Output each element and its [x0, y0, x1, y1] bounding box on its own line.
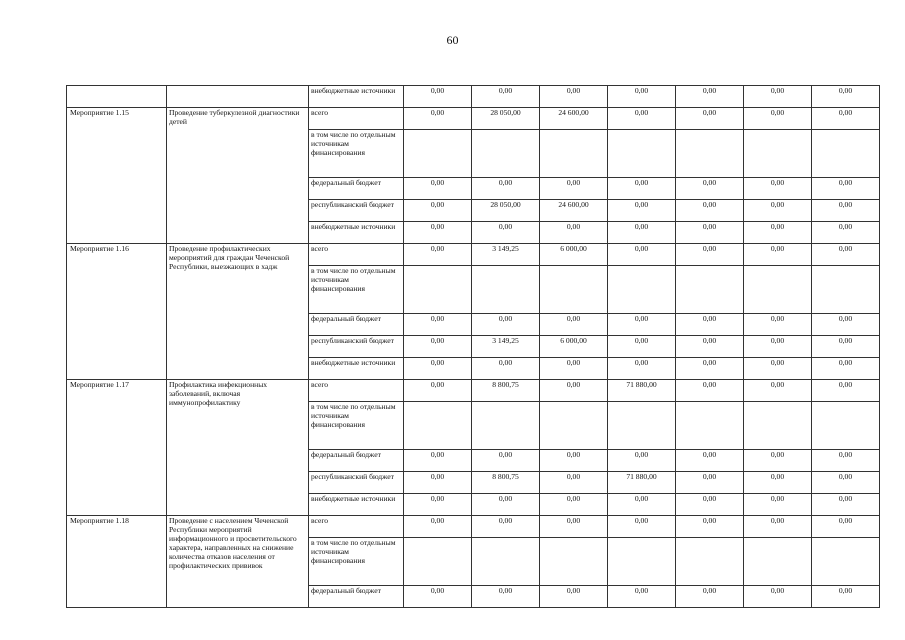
amount-cell: 0,00	[540, 450, 608, 472]
amount-cell: 0,00	[676, 336, 744, 358]
funding-source: внебюджетные источники	[309, 358, 404, 380]
measure-code: Мероприятие 1.16	[67, 244, 167, 380]
financing-table	[66, 85, 880, 608]
amount-cell: 0,00	[540, 178, 608, 200]
funding-source: внебюджетные источники	[309, 494, 404, 516]
amount-cell	[744, 266, 812, 314]
amount-cell: 0,00	[744, 108, 812, 130]
amount-cell: 0,00	[744, 586, 812, 608]
amount-cell: 0,00	[540, 472, 608, 494]
amount-cell: 0,00	[812, 244, 880, 266]
funding-source: в том числе по отдельным источникам финансирования	[309, 402, 404, 450]
amount-cell	[608, 538, 676, 586]
amount-cell: 0,00	[404, 178, 472, 200]
measure-code: Мероприятие 1.17	[67, 380, 167, 516]
amount-cell: 0,00	[812, 200, 880, 222]
amount-cell: 0,00	[744, 450, 812, 472]
amount-cell	[812, 402, 880, 450]
amount-cell: 0,00	[812, 380, 880, 402]
amount-cell: 0,00	[608, 494, 676, 516]
amount-cell: 0,00	[608, 244, 676, 266]
amount-cell: 0,00	[472, 314, 540, 336]
amount-cell: 0,00	[676, 450, 744, 472]
amount-cell: 0,00	[404, 86, 472, 108]
amount-cell: 0,00	[608, 314, 676, 336]
amount-cell: 0,00	[812, 516, 880, 538]
amount-cell	[812, 130, 880, 178]
amount-cell: 0,00	[676, 244, 744, 266]
funding-source: республиканский бюджет	[309, 472, 404, 494]
amount-cell: 0,00	[608, 222, 676, 244]
funding-source: федеральный бюджет	[309, 450, 404, 472]
amount-cell	[472, 130, 540, 178]
amount-cell: 71 880,00	[608, 380, 676, 402]
amount-cell: 0,00	[676, 178, 744, 200]
amount-cell: 24 600,00	[540, 108, 608, 130]
amount-cell: 0,00	[608, 358, 676, 380]
amount-cell: 0,00	[744, 380, 812, 402]
amount-cell: 0,00	[608, 178, 676, 200]
amount-cell: 0,00	[676, 494, 744, 516]
amount-cell	[676, 538, 744, 586]
amount-cell	[812, 266, 880, 314]
amount-cell: 0,00	[404, 358, 472, 380]
amount-cell: 0,00	[744, 200, 812, 222]
table-row	[67, 86, 880, 108]
amount-cell	[540, 538, 608, 586]
amount-cell: 0,00	[744, 86, 812, 108]
amount-cell	[540, 130, 608, 178]
amount-cell	[676, 266, 744, 314]
amount-cell	[812, 538, 880, 586]
funding-source: всего	[309, 380, 404, 402]
amount-cell	[472, 402, 540, 450]
amount-cell: 0,00	[744, 358, 812, 380]
funding-source: всего	[309, 516, 404, 538]
amount-cell: 0,00	[812, 586, 880, 608]
amount-cell	[744, 538, 812, 586]
amount-cell: 0,00	[676, 314, 744, 336]
amount-cell: 3 149,25	[472, 244, 540, 266]
amount-cell: 0,00	[744, 178, 812, 200]
funding-source: в том числе по отдельным источникам финансирования	[309, 266, 404, 314]
measure-name: Проведение профилактических мероприятий для граждан Чеченской Республики, выезжающих в хадж	[167, 244, 309, 380]
amount-cell: 0,00	[812, 108, 880, 130]
amount-cell: 0,00	[744, 494, 812, 516]
amount-cell: 0,00	[404, 314, 472, 336]
funding-source: в том числе по отдельным источникам финансирования	[309, 130, 404, 178]
amount-cell	[608, 130, 676, 178]
funding-source: внебюджетные источники	[309, 86, 404, 108]
amount-cell: 0,00	[744, 336, 812, 358]
amount-cell: 0,00	[676, 472, 744, 494]
amount-cell: 0,00	[676, 86, 744, 108]
amount-cell: 0,00	[608, 108, 676, 130]
amount-cell: 0,00	[676, 358, 744, 380]
table-row	[67, 380, 880, 402]
amount-cell: 8 800,75	[472, 472, 540, 494]
amount-cell: 0,00	[404, 472, 472, 494]
amount-cell: 0,00	[540, 494, 608, 516]
amount-cell: 0,00	[404, 450, 472, 472]
amount-cell: 0,00	[608, 516, 676, 538]
amount-cell: 0,00	[812, 336, 880, 358]
amount-cell	[676, 130, 744, 178]
amount-cell: 3 149,25	[472, 336, 540, 358]
measure-code: Мероприятие 1.18	[67, 516, 167, 608]
amount-cell	[404, 538, 472, 586]
amount-cell: 0,00	[472, 358, 540, 380]
amount-cell: 0,00	[608, 586, 676, 608]
amount-cell: 0,00	[812, 494, 880, 516]
amount-cell: 0,00	[744, 314, 812, 336]
amount-cell: 6 000,00	[540, 244, 608, 266]
amount-cell: 0,00	[676, 222, 744, 244]
amount-cell: 0,00	[472, 516, 540, 538]
page-number: 60	[446, 33, 459, 47]
amount-cell: 0,00	[608, 200, 676, 222]
amount-cell: 0,00	[472, 86, 540, 108]
funding-source: всего	[309, 108, 404, 130]
funding-source: внебюджетные источники	[309, 222, 404, 244]
amount-cell: 0,00	[540, 380, 608, 402]
funding-source: республиканский бюджет	[309, 200, 404, 222]
amount-cell: 6 000,00	[540, 336, 608, 358]
amount-cell: 0,00	[540, 516, 608, 538]
amount-cell: 71 880,00	[608, 472, 676, 494]
amount-cell: 0,00	[608, 450, 676, 472]
amount-cell: 0,00	[472, 586, 540, 608]
amount-cell: 0,00	[404, 244, 472, 266]
amount-cell: 0,00	[540, 586, 608, 608]
amount-cell	[472, 266, 540, 314]
amount-cell: 0,00	[744, 244, 812, 266]
funding-source: федеральный бюджет	[309, 586, 404, 608]
amount-cell: 0,00	[676, 586, 744, 608]
measure-name: Проведение туберкулезной диагностики детей	[167, 108, 309, 244]
amount-cell: 0,00	[676, 108, 744, 130]
amount-cell	[540, 402, 608, 450]
amount-cell: 28 050,00	[472, 200, 540, 222]
amount-cell: 0,00	[608, 86, 676, 108]
amount-cell	[676, 402, 744, 450]
amount-cell: 0,00	[676, 200, 744, 222]
amount-cell: 0,00	[404, 516, 472, 538]
amount-cell: 0,00	[744, 516, 812, 538]
amount-cell: 0,00	[608, 336, 676, 358]
amount-cell: 0,00	[404, 200, 472, 222]
measure-name: Проведение с населением Чеченской Республики мероприятий информационного и просветительского характера, направленных на снижение количества отказов населения от профилактических прививок	[167, 516, 309, 608]
amount-cell: 0,00	[744, 222, 812, 244]
amount-cell: 0,00	[812, 358, 880, 380]
amount-cell: 0,00	[540, 358, 608, 380]
amount-cell: 0,00	[676, 516, 744, 538]
amount-cell: 0,00	[472, 494, 540, 516]
amount-cell: 0,00	[404, 108, 472, 130]
funding-source: республиканский бюджет	[309, 336, 404, 358]
amount-cell: 0,00	[812, 178, 880, 200]
amount-cell: 28 050,00	[472, 108, 540, 130]
amount-cell: 0,00	[404, 586, 472, 608]
amount-cell	[608, 402, 676, 450]
measure-code	[67, 86, 167, 108]
amount-cell: 0,00	[472, 450, 540, 472]
amount-cell: 0,00	[472, 222, 540, 244]
amount-cell	[404, 266, 472, 314]
amount-cell: 0,00	[812, 472, 880, 494]
amount-cell: 0,00	[472, 178, 540, 200]
amount-cell	[608, 266, 676, 314]
amount-cell	[404, 402, 472, 450]
amount-cell	[540, 266, 608, 314]
amount-cell: 0,00	[812, 222, 880, 244]
table-row	[67, 516, 880, 538]
funding-source: федеральный бюджет	[309, 314, 404, 336]
amount-cell: 24 600,00	[540, 200, 608, 222]
amount-cell: 0,00	[404, 494, 472, 516]
amount-cell: 0,00	[540, 222, 608, 244]
measure-name: Профилактика инфекционных заболеваний, включая иммунопрофилактику	[167, 380, 309, 516]
amount-cell: 0,00	[744, 472, 812, 494]
amount-cell: 0,00	[404, 222, 472, 244]
measure-code: Мероприятие 1.15	[67, 108, 167, 244]
amount-cell: 0,00	[540, 86, 608, 108]
amount-cell: 0,00	[404, 380, 472, 402]
amount-cell	[744, 402, 812, 450]
funding-source: федеральный бюджет	[309, 178, 404, 200]
funding-source: всего	[309, 244, 404, 266]
table-row	[67, 244, 880, 266]
amount-cell	[472, 538, 540, 586]
table-row	[67, 108, 880, 130]
measure-name	[167, 86, 309, 108]
amount-cell: 0,00	[540, 314, 608, 336]
amount-cell: 0,00	[812, 314, 880, 336]
amount-cell	[404, 130, 472, 178]
amount-cell: 0,00	[812, 86, 880, 108]
amount-cell	[744, 130, 812, 178]
amount-cell: 0,00	[812, 450, 880, 472]
funding-source: в том числе по отдельным источникам финансирования	[309, 538, 404, 586]
amount-cell: 0,00	[404, 336, 472, 358]
amount-cell: 0,00	[676, 380, 744, 402]
amount-cell: 8 800,75	[472, 380, 540, 402]
